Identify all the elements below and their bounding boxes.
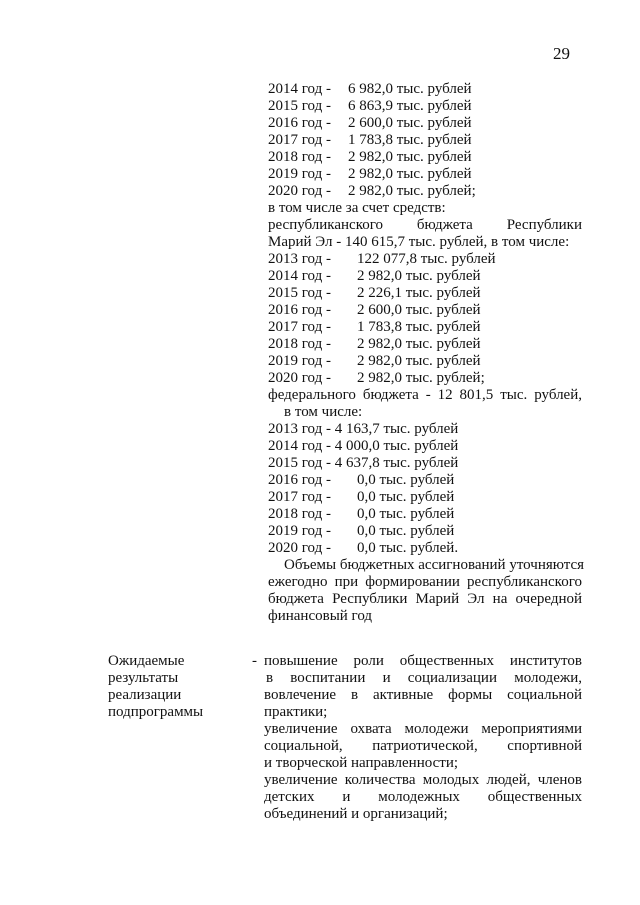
funding-block	[268, 81, 585, 625]
funding-row	[268, 353, 582, 370]
year-label: 2018 год -	[268, 149, 331, 165]
year-label: 2016 год -	[268, 472, 331, 488]
year-label: 2013 год -	[268, 251, 331, 267]
year-label: 2017 год -	[268, 489, 331, 505]
amount-value: 0,0 тыс. рублей.	[357, 540, 459, 556]
results-line: увеличение количества молодых людей, членов	[264, 772, 582, 788]
funding-group-federal	[268, 472, 582, 557]
funding-row	[268, 268, 582, 285]
amount-value: 6 982,0 тыс. рублей	[348, 81, 472, 97]
amount-value: 0,0 тыс. рублей	[357, 523, 455, 539]
funding-row: 2014 год - 4 000,0 тыс. рублей	[268, 438, 459, 454]
funding-row	[268, 183, 582, 200]
year-label: 2016 год -	[268, 302, 331, 318]
funding-row	[268, 285, 582, 302]
results-line: в воспитании и социализации молодежи,	[266, 670, 582, 686]
label-line: результаты	[108, 670, 179, 686]
year-label: 2018 год -	[268, 336, 331, 352]
note-line: финансовый год	[268, 608, 373, 624]
label-line: подпрограммы	[108, 704, 204, 720]
amount-value: 0,0 тыс. рублей	[357, 489, 455, 505]
amount-value: 2 982,0 тыс. рублей	[357, 268, 481, 284]
year-label: 2016 год -	[268, 115, 331, 131]
page-number: 29	[553, 44, 570, 63]
amount-value: 2 982,0 тыс. рублей;	[357, 370, 485, 386]
year-label: 2017 год -	[268, 319, 331, 335]
funding-row	[268, 506, 582, 523]
funding-row	[268, 81, 582, 98]
funding-row	[268, 370, 582, 387]
funding-group-total	[268, 81, 582, 200]
amount-value: 6 863,9 тыс. рублей	[348, 98, 472, 114]
amount-value: 2 600,0 тыс. рублей	[348, 115, 472, 131]
funding-row	[268, 132, 582, 149]
funding-row	[268, 115, 582, 132]
label-line: реализации	[108, 687, 182, 703]
funding-row: 2015 год - 4 637,8 тыс. рублей	[268, 455, 459, 471]
amount-value: 2 982,0 тыс. рублей	[357, 353, 481, 369]
amount-value: 0,0 тыс. рублей	[357, 506, 455, 522]
including-sources-line: в том числе за счет средств:	[268, 200, 446, 216]
note-line: бюджета Республики Марий Эл на очередной	[268, 591, 582, 607]
results-line: практики;	[264, 704, 328, 720]
results-label	[108, 653, 238, 721]
year-label: 2014 год -	[268, 81, 331, 97]
results-line: повышение роли общественных институтов	[264, 653, 582, 669]
funding-row	[268, 472, 582, 489]
year-label: 2014 год -	[268, 268, 331, 284]
funding-row: 2013 год - 4 163,7 тыс. рублей	[268, 421, 459, 437]
results-line: и творческой направленности;	[264, 755, 459, 771]
republican-budget-total: Марий Эл - 140 615,7 тыс. рублей, в том числе:	[268, 234, 570, 250]
amount-value: 0,0 тыс. рублей	[357, 472, 455, 488]
results-text	[264, 653, 582, 823]
year-label: 2019 год -	[268, 166, 331, 182]
funding-row	[268, 336, 582, 353]
year-label: 2019 год -	[268, 353, 331, 369]
label-line: Ожидаемые	[108, 653, 185, 669]
year-label: 2018 год -	[268, 506, 331, 522]
amount-value: 2 226,1 тыс. рублей	[357, 285, 481, 301]
funding-row	[268, 540, 582, 557]
funding-group-republican	[268, 251, 582, 387]
funding-row	[268, 149, 582, 166]
year-label: 2015 год -	[268, 98, 331, 114]
amount-value: 2 982,0 тыс. рублей	[348, 166, 472, 182]
funding-row	[268, 98, 582, 115]
funding-row	[268, 251, 582, 268]
funding-row	[268, 302, 582, 319]
amount-value: 122 077,8 тыс. рублей	[357, 251, 496, 267]
note-line: Объемы бюджетных ассигнований уточняются	[284, 557, 585, 573]
funding-row	[268, 319, 582, 336]
funding-row	[268, 489, 582, 506]
funding-row	[268, 166, 582, 183]
federal-budget-line: федерального бюджета - 12 801,5 тыс. рублей,	[268, 387, 582, 403]
funding-row	[268, 523, 582, 540]
amount-value: 1 783,8 тыс. рублей	[357, 319, 481, 335]
amount-value: 2 982,0 тыс. рублей;	[348, 183, 476, 199]
year-label: 2020 год -	[268, 183, 331, 199]
amount-value: 2 982,0 тыс. рублей	[357, 336, 481, 352]
results-line: увеличение охвата молодежи мероприятиями	[264, 721, 582, 737]
results-line: объединений и организаций;	[264, 806, 448, 822]
amount-value: 2 982,0 тыс. рублей	[348, 149, 472, 165]
note-line: ежегодно при формировании республиканского	[268, 574, 582, 590]
results-line: вовлечение в активные формы социальной	[264, 687, 582, 703]
results-dash: -	[252, 653, 257, 669]
federal-including-line: в том числе:	[284, 404, 363, 420]
year-label: 2017 год -	[268, 132, 331, 148]
year-label: 2020 год -	[268, 540, 331, 556]
results-line: социальной, патриотической, спортивной	[264, 738, 582, 754]
year-label: 2019 год -	[268, 523, 331, 539]
amount-value: 1 783,8 тыс. рублей	[348, 132, 472, 148]
budget-note	[268, 557, 585, 574]
republican-budget-line: республиканского бюджета Республики	[268, 217, 582, 233]
results-line: детских и молодежных общественных	[264, 789, 582, 805]
year-label: 2020 год -	[268, 370, 331, 386]
year-label: 2015 год -	[268, 285, 331, 301]
amount-value: 2 600,0 тыс. рублей	[357, 302, 481, 318]
